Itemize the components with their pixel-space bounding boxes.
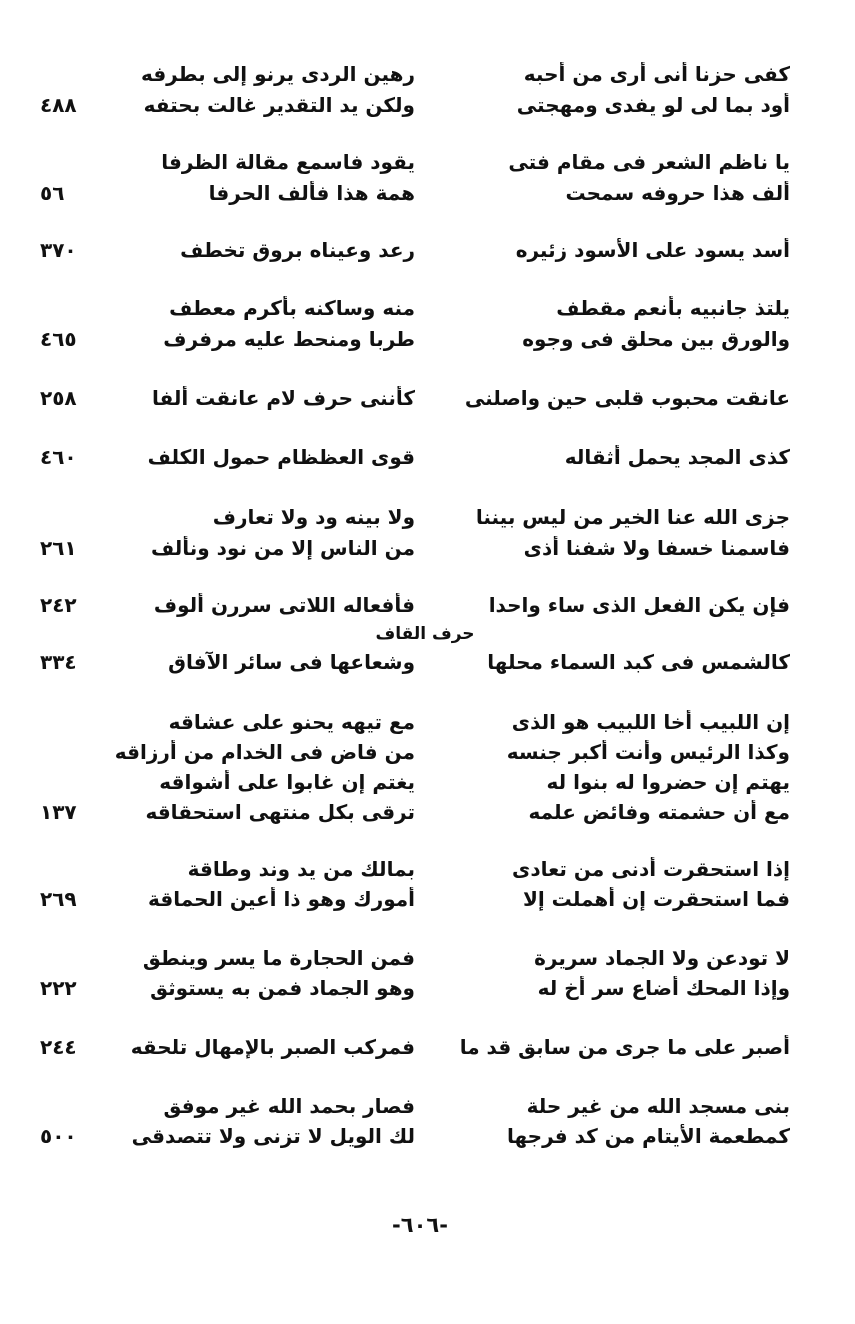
verse-line: [40, 150, 790, 180]
first-hemistich: مع أن حشمته وفائض علمه: [528, 800, 790, 824]
verse-line: [40, 536, 790, 566]
verse-line: [40, 1124, 790, 1154]
verse-line: [40, 1094, 790, 1124]
first-hemistich: إن اللبيب أخا اللبيب هو الذى: [511, 710, 790, 734]
first-hemistich: عانقت محبوب قلبى حين واصلنى: [464, 386, 790, 410]
second-hemistich: يغتم إن غابوا على أشواقه: [159, 770, 415, 794]
reference-number: ٥٦: [40, 181, 65, 205]
first-hemistich: كفى حزنا أنى أرى من أحبه: [523, 62, 790, 86]
second-hemistich: طربا ومنحط عليه مرفرف: [163, 327, 415, 351]
first-hemistich: فما استحقرت إن أهملت إلا: [522, 887, 790, 911]
second-hemistich: ولكن يد التقدير غالت بحتفه: [143, 93, 415, 117]
first-hemistich: بنى مسجد الله من غير حلة: [526, 1094, 790, 1118]
first-hemistich: وكذا الرئيس وأنت أكبر جنسه: [506, 740, 790, 764]
verse-line: [40, 887, 790, 917]
first-hemistich: وإذا المحك أضاع سر أخ له: [537, 976, 790, 1000]
first-hemistich: فإن يكن الفعل الذى ساء واحدا: [488, 593, 790, 617]
verse-line: [40, 740, 790, 770]
first-hemistich: كذى المجد يحمل أثقاله: [564, 445, 790, 469]
reference-number: ٥٠٠: [40, 1124, 77, 1148]
second-hemistich: فأفعاله اللاتى سررن ألوف: [153, 593, 415, 617]
verse-line: [40, 445, 790, 475]
section-title: حرف القاف: [375, 624, 475, 644]
second-hemistich: فمركب الصبر بالإمهال تلحقه: [130, 1035, 415, 1059]
reference-number: ٣٧٠: [40, 238, 77, 262]
reference-number: ٢٥٨: [40, 386, 77, 410]
verse-line: [40, 505, 790, 535]
verse-line: [40, 976, 790, 1006]
verse-line: [40, 181, 790, 211]
first-hemistich: يا ناظم الشعر فى مقام فتى: [508, 150, 790, 174]
second-hemistich: قوى العظظام حمول الكلف: [147, 445, 415, 469]
first-hemistich: يهتم إن حضروا له بنوا له: [546, 770, 790, 794]
reference-number: ٣٣٤: [40, 650, 77, 674]
verse-line: [40, 327, 790, 357]
second-hemistich: يقود فاسمع مقالة الظرفا: [161, 150, 415, 174]
page-number: -٦٠٦-: [392, 1213, 448, 1237]
verse-line: [40, 93, 790, 123]
second-hemistich: لك الويل لا تزنى ولا تتصدقى: [131, 1124, 415, 1148]
verse-line: [40, 946, 790, 976]
verse-line: [40, 238, 790, 268]
reference-number: ١٣٧: [40, 800, 77, 824]
second-hemistich: بمالك من يد وند وطاقة: [187, 857, 415, 881]
reference-number: ٢٢٢: [40, 976, 77, 1000]
second-hemistich: فصار بحمد الله غير موفق: [163, 1094, 415, 1118]
first-hemistich: ألف هذا حروفه سمحت: [565, 181, 790, 205]
first-hemistich: أسد يسود على الأسود زئيره: [515, 238, 790, 262]
first-hemistich: أصبر على ما جرى من سابق قد ما: [460, 1035, 790, 1059]
second-hemistich: من الناس إلا من نود ونألف: [150, 536, 415, 560]
verse-line: [40, 593, 790, 623]
second-hemistich: كأننى حرف لام عانقت ألفا: [151, 386, 415, 410]
first-hemistich: جزى الله عنا الخير من ليس بيننا: [475, 505, 790, 529]
verse-line: [40, 386, 790, 416]
reference-number: ٢٤٢: [40, 593, 77, 617]
reference-number: ٤٦٠: [40, 445, 77, 469]
reference-number: ٢٤٤: [40, 1035, 77, 1059]
first-hemistich: لا تودعن ولا الجماد سريرة: [534, 946, 790, 970]
second-hemistich: وهو الجماد فمن به يستوثق: [150, 976, 415, 1000]
second-hemistich: همة هذا فألف الحرفا: [208, 181, 415, 205]
reference-number: ٢٦١: [40, 536, 77, 560]
second-hemistich: فمن الحجارة ما يسر وينطق: [142, 946, 415, 970]
reference-number: ٢٦٩: [40, 887, 77, 911]
verse-line: [40, 296, 790, 326]
verse-line: [40, 1035, 790, 1065]
first-hemistich: كالشمس فى كبد السماء محلها: [487, 650, 790, 674]
second-hemistich: مع تيهه يحنو على عشاقه: [168, 710, 415, 734]
first-hemistich: أود بما لى لو يفدى ومهجتى: [516, 93, 790, 117]
verse-line: [40, 650, 790, 680]
verse-line: [40, 770, 790, 800]
second-hemistich: ترقى بكل منتهى استحقاقه: [145, 800, 415, 824]
first-hemistich: فاسمنا خسفا ولا شفنا أذى: [523, 536, 790, 560]
verse-line: [40, 62, 790, 92]
first-hemistich: كمطعمة الأيتام من كد فرجها: [506, 1124, 790, 1148]
verse-line: [40, 800, 790, 830]
second-hemistich: من فاض فى الخدام من أرزاقه: [115, 740, 415, 764]
first-hemistich: والورق بين محلق فى وجوه: [522, 327, 790, 351]
reference-number: ٤٦٥: [40, 327, 77, 351]
second-hemistich: رعد وعيناه بروق تخطف: [180, 238, 415, 262]
reference-number: ٤٨٨: [40, 93, 77, 117]
second-hemistich: ولا بينه ود ولا تعارف: [212, 505, 415, 529]
second-hemistich: منه وساكنه بأكرم معطف: [169, 296, 415, 320]
second-hemistich: رهين الردى يرنو إلى بطرفه: [140, 62, 415, 86]
second-hemistich: وشعاعها فى سائر الآفاق: [168, 650, 415, 674]
verse-line: [40, 857, 790, 887]
verse-line: [40, 710, 790, 740]
first-hemistich: يلتذ جانبيه بأنعم مقطف: [556, 296, 790, 320]
first-hemistich: إذا استحقرت أدنى من تعادى: [511, 857, 790, 881]
second-hemistich: أمورك وهو ذا أعين الحماقة: [147, 887, 415, 911]
